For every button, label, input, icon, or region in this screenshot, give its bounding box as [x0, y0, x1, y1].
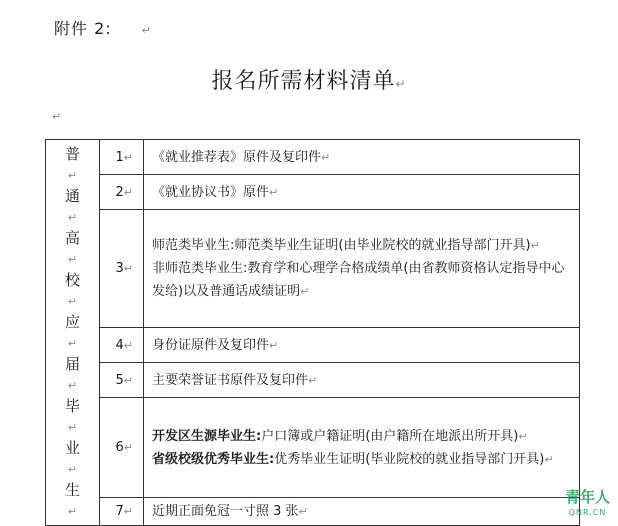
- item-text: 主要荣誉证书原件及复印件↵: [144, 363, 580, 398]
- item-text: [144, 210, 580, 328]
- item-line: 省级校级优秀毕业生:优秀毕业生证明(毕业院校的就业指导部门开具)↵: [152, 451, 554, 467]
- table-row: [46, 175, 580, 210]
- table-row: [46, 328, 580, 363]
- item-text: 身份证原件及复印件↵: [144, 328, 580, 363]
- item-line: 开发区生源毕业生:户口簿或户籍证明(由户籍所在地派出所开具)↵: [152, 428, 528, 444]
- table-row: [46, 363, 580, 398]
- item-number: 5↵: [100, 363, 144, 398]
- table-row: [46, 398, 580, 498]
- paragraph-mark: ↵: [395, 77, 407, 91]
- site-watermark: [565, 490, 610, 520]
- item-number: 4↵: [100, 328, 144, 363]
- item-number: 1↵: [100, 140, 144, 175]
- paragraph-mark: ↵: [52, 110, 62, 123]
- item-number: 6↵: [100, 398, 144, 498]
- document-title: 报名所需材料清单↵: [211, 69, 407, 94]
- category-cell: 普 ↵ 通 ↵ 高 ↵ 校 ↵ 应 ↵ 届 ↵ 毕 ↵ 业 ↵ 生 ↵: [46, 140, 100, 526]
- item-text: 近期正面免冠一寸照 3 张↵: [144, 498, 580, 526]
- item-number: 7↵: [100, 498, 144, 526]
- materials-table: [45, 139, 580, 526]
- table-row: [46, 140, 580, 175]
- item-text: 《就业推荐表》原件及复印件↵: [144, 140, 580, 175]
- paragraph-mark: ↵: [141, 24, 152, 37]
- watermark-brand: 青年人: [564, 488, 610, 506]
- item-number: 3↵: [100, 210, 144, 328]
- item-number: 2↵: [100, 175, 144, 210]
- item-line: 师范类毕业生:师范类毕业生证明(由毕业院校的就业指导部门开具)↵: [152, 238, 540, 253]
- item-text: 《就业协议书》原件↵: [144, 175, 580, 210]
- watermark-site: QNR.CN: [568, 508, 607, 517]
- table-row: [46, 210, 580, 328]
- item-text: [144, 398, 580, 498]
- attachment-label: 附件 2: ↵: [54, 19, 152, 38]
- item-line: 非师范类毕业生:教育学和心理学合格成绩单(由省教师资格认定指导中心发给)以及普通话成绩证明↵: [152, 261, 565, 299]
- table-row: [46, 498, 580, 526]
